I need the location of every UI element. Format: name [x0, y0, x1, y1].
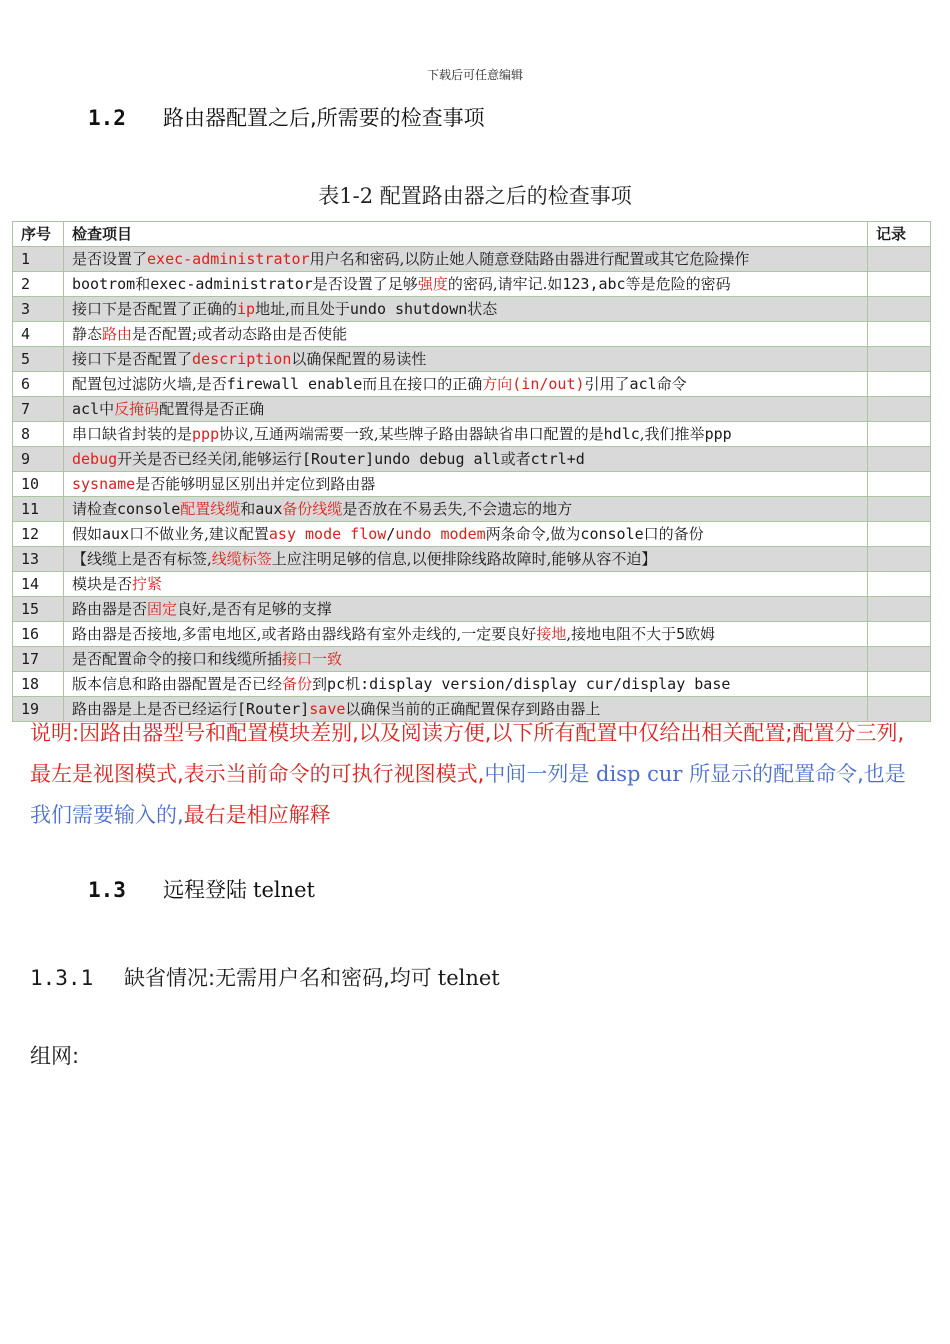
subsection-title-cn: 缺省情况:无需用户名和密码,均可 [124, 966, 432, 990]
item-text: 机 [345, 675, 361, 693]
item-text: 假如 [72, 525, 103, 543]
section-heading-1-2 [88, 102, 485, 132]
item-text: 是否配置;或者动态路由是否使能 [132, 325, 348, 343]
highlighted-term: console [580, 525, 644, 543]
row-record [868, 622, 931, 647]
table-row [13, 547, 931, 572]
item-text: 是否能够明显区别出并定位到路由器 [135, 475, 376, 493]
section-number: 1.3 [88, 878, 126, 902]
item-text: 版本信息和路由器配置是否已经 [72, 675, 283, 693]
highlighted-term: 5 [676, 625, 686, 643]
row-number: 1 [13, 247, 64, 272]
item-text: 而且在接口的正确 [362, 375, 483, 393]
item-text: 配置包过滤防火墙,是否 [72, 375, 227, 393]
highlighted-term: / [386, 525, 396, 543]
table-header-row [13, 222, 931, 247]
row-record [868, 272, 931, 297]
item-text: 配置得是否正确 [159, 400, 265, 418]
row-number: 10 [13, 472, 64, 497]
item-text: 欧姆 [685, 625, 716, 643]
item-text: 状态 [467, 300, 498, 318]
row-record [868, 497, 931, 522]
section-heading-1-3 [88, 874, 315, 904]
highlighted-term: 配置线缆 [180, 500, 241, 518]
highlighted-term: 接口一致 [282, 650, 343, 668]
table-row [13, 672, 931, 697]
highlighted-term: [Router] [237, 700, 310, 718]
header-record: 记录 [868, 222, 931, 247]
item-text: 两条命令,做为 [485, 525, 581, 543]
highlighted-term: exec-administrator [150, 275, 313, 293]
row-record [868, 247, 931, 272]
note-blue-part-2: 所显示的配置命令,也是我们需要输入的, [30, 762, 906, 827]
row-record [868, 297, 931, 322]
table-row [13, 372, 931, 397]
table-row [13, 347, 931, 372]
highlighted-term: debug [72, 450, 118, 468]
section-number: 1.2 [88, 106, 126, 130]
subsection-number: 1.3.1 [30, 966, 94, 990]
table-row [13, 597, 931, 622]
row-number: 16 [13, 622, 64, 647]
row-check-item [64, 472, 868, 497]
item-text: 用户名和密码,以防止她人随意登陆路由器进行配置或其它危险操作 [309, 250, 750, 268]
highlighted-term: aux [102, 525, 130, 543]
row-record [868, 372, 931, 397]
item-text: 和 [240, 500, 256, 518]
highlighted-term: 方向 [482, 375, 513, 393]
highlighted-term: 123,abc [562, 275, 626, 293]
highlighted-term: 强度 [417, 275, 448, 293]
row-check-item [64, 397, 868, 422]
row-record [868, 447, 931, 472]
row-number: 6 [13, 372, 64, 397]
row-number: 17 [13, 647, 64, 672]
networking-label: 组网: [30, 1044, 80, 1068]
row-record [868, 422, 931, 447]
row-number: 18 [13, 672, 64, 697]
row-check-item [64, 272, 868, 297]
table-row [13, 472, 931, 497]
highlighted-term: console [117, 500, 181, 518]
item-text: 接口下是否配置了正确的 [72, 300, 238, 318]
item-text: 口不做业务,建议配置 [129, 525, 269, 543]
item-text: 上应注明足够的信息,以便排除线路故障时,能够从容不迫】 [271, 550, 657, 568]
item-text: 到 [312, 675, 328, 693]
item-text: 口的备份 [643, 525, 704, 543]
item-text: 静态 [72, 325, 103, 343]
row-check-item [64, 347, 868, 372]
highlighted-term: 接地 [536, 625, 567, 643]
row-record [868, 347, 931, 372]
table-row [13, 497, 931, 522]
item-text: 是否配置命令的接口和线缆所插 [72, 650, 283, 668]
table-row [13, 247, 931, 272]
highlighted-term: ip [237, 300, 256, 318]
highlighted-term: 路由 [102, 325, 133, 343]
item-text: 模块是否 [72, 575, 133, 593]
highlighted-term: 线缆标签 [211, 550, 272, 568]
row-record [868, 672, 931, 697]
row-check-item [64, 572, 868, 597]
table-row [13, 322, 931, 347]
highlighted-term: ppp [192, 425, 220, 443]
highlighted-term: undo shutdown [349, 300, 468, 318]
highlighted-term: acl [629, 375, 657, 393]
item-text: 地址,而且处于 [255, 300, 350, 318]
highlighted-term: 固定 [147, 600, 178, 618]
item-text: 以确保配置的易读性 [291, 350, 427, 368]
item-text: 协议,互通两端需要一致,某些牌子路由器缺省串口配置的是 [219, 425, 604, 443]
header-item: 检查项目 [64, 222, 868, 247]
row-check-item [64, 447, 868, 472]
subsection-heading-1-3-1 [30, 962, 500, 992]
row-number: 8 [13, 422, 64, 447]
item-text: 是否设置了足够 [312, 275, 418, 293]
highlighted-term: 拧紧 [132, 575, 163, 593]
table-row [13, 522, 931, 547]
row-number: 4 [13, 322, 64, 347]
item-text: 路由器是上是否已经运行 [72, 700, 238, 718]
highlighted-term: 备份 [282, 675, 313, 693]
item-text: 路由器是否接地,多雷电地区,或者路由器线路有室外走线的,一定要良好 [72, 625, 537, 643]
item-text: 中 [99, 400, 115, 418]
table-row [13, 447, 931, 472]
row-check-item [64, 522, 868, 547]
table-row [13, 272, 931, 297]
row-number: 9 [13, 447, 64, 472]
highlighted-term: sysname [72, 475, 136, 493]
row-number: 2 [13, 272, 64, 297]
row-check-item [64, 647, 868, 672]
row-check-item [64, 622, 868, 647]
row-record [868, 547, 931, 572]
checks-table [12, 221, 931, 722]
highlighted-term: undo modem [395, 525, 486, 543]
table-row [13, 297, 931, 322]
item-text: 是否设置了 [72, 250, 148, 268]
row-record [868, 572, 931, 597]
table-row [13, 397, 931, 422]
highlighted-term: ctrl+d [530, 450, 585, 468]
explanation-note [30, 713, 922, 836]
item-text: 是否放在不易丢失,不会遗忘的地方 [342, 500, 573, 518]
table-row [13, 572, 931, 597]
row-number: 14 [13, 572, 64, 597]
row-number: 7 [13, 397, 64, 422]
highlighted-term: pc [327, 675, 346, 693]
row-number: 11 [13, 497, 64, 522]
row-record [868, 597, 931, 622]
row-check-item [64, 322, 868, 347]
row-record [868, 322, 931, 347]
table-row [13, 622, 931, 647]
row-check-item [64, 672, 868, 697]
highlighted-term: save [309, 700, 346, 718]
item-text: 或者 [500, 450, 531, 468]
highlighted-term: 备份线缆 [282, 500, 343, 518]
header-number: 序号 [13, 222, 64, 247]
item-text: 串口缺省封装的是 [72, 425, 193, 443]
table-row [13, 422, 931, 447]
row-record [868, 522, 931, 547]
row-number: 13 [13, 547, 64, 572]
row-record [868, 397, 931, 422]
highlighted-term: asy mode flow [268, 525, 387, 543]
item-text: 命令 [656, 375, 687, 393]
item-text: 请检查 [72, 500, 118, 518]
table-body [13, 247, 931, 722]
row-number: 19 [13, 697, 64, 722]
header-note: 下载后可任意编辑 [426, 68, 523, 82]
row-check-item [64, 247, 868, 272]
highlighted-term: ppp [704, 425, 732, 443]
highlighted-term: exec-administrator [147, 250, 310, 268]
item-text: 和 [135, 275, 151, 293]
table-row [13, 647, 931, 672]
row-check-item [64, 422, 868, 447]
row-number: 12 [13, 522, 64, 547]
highlighted-term: aux [255, 500, 283, 518]
item-text: 以确保当前的正确配置保存到路由器上 [345, 700, 601, 718]
highlighted-term: :display version/display cur/display base [360, 675, 731, 693]
row-check-item [64, 497, 868, 522]
row-number: 15 [13, 597, 64, 622]
note-red-part: 说明:因路由器型号和配置模块差别,以及阅读方便,以下所有配置中仅给出相关配置;配置分三列,最左是视图模式,表示当前命令的可执行视图模式, [30, 721, 905, 786]
highlighted-term: bootrom [72, 275, 136, 293]
item-text: 开关是否已经关闭,能够运行 [117, 450, 302, 468]
note-blue-part: 中间一列是 [484, 762, 590, 786]
item-text: 【线缆上是否有标签, [72, 550, 212, 568]
item-text: 路由器是否 [72, 600, 148, 618]
item-text: 引用了 [584, 375, 630, 393]
item-text: ,接地电阻不大于 [566, 625, 677, 643]
row-record [868, 647, 931, 672]
highlighted-term: acl [72, 400, 100, 418]
section-title-en: telnet [253, 878, 315, 902]
table-caption: 表1-2 配置路由器之后的检查事项 [318, 184, 632, 208]
note-blue-command: disp cur [589, 762, 690, 786]
item-text: 等是危险的密码 [625, 275, 731, 293]
row-record [868, 472, 931, 497]
note-red-tail: 最右是相应解释 [183, 803, 331, 827]
row-check-item [64, 597, 868, 622]
row-number: 3 [13, 297, 64, 322]
row-check-item [64, 297, 868, 322]
item-text: 接口下是否配置了 [72, 350, 193, 368]
row-number: 5 [13, 347, 64, 372]
section-title-cn: 远程登陆 [163, 878, 247, 902]
highlighted-term: description [192, 350, 292, 368]
row-check-item [64, 547, 868, 572]
row-check-item [64, 372, 868, 397]
item-text: 良好,是否有足够的支撑 [177, 600, 332, 618]
highlighted-term: firewall enable [226, 375, 363, 393]
highlighted-term: [Router]undo debug all [301, 450, 501, 468]
highlighted-term: 反掩码 [114, 400, 160, 418]
section-title: 路由器配置之后,所需要的检查事项 [163, 106, 485, 130]
highlighted-term: (in/out) [512, 375, 585, 393]
item-text: ,我们推举 [639, 425, 705, 443]
subsection-title-en: telnet [437, 966, 500, 990]
highlighted-term: hdlc [603, 425, 640, 443]
item-text: 的密码,请牢记.如 [447, 275, 563, 293]
